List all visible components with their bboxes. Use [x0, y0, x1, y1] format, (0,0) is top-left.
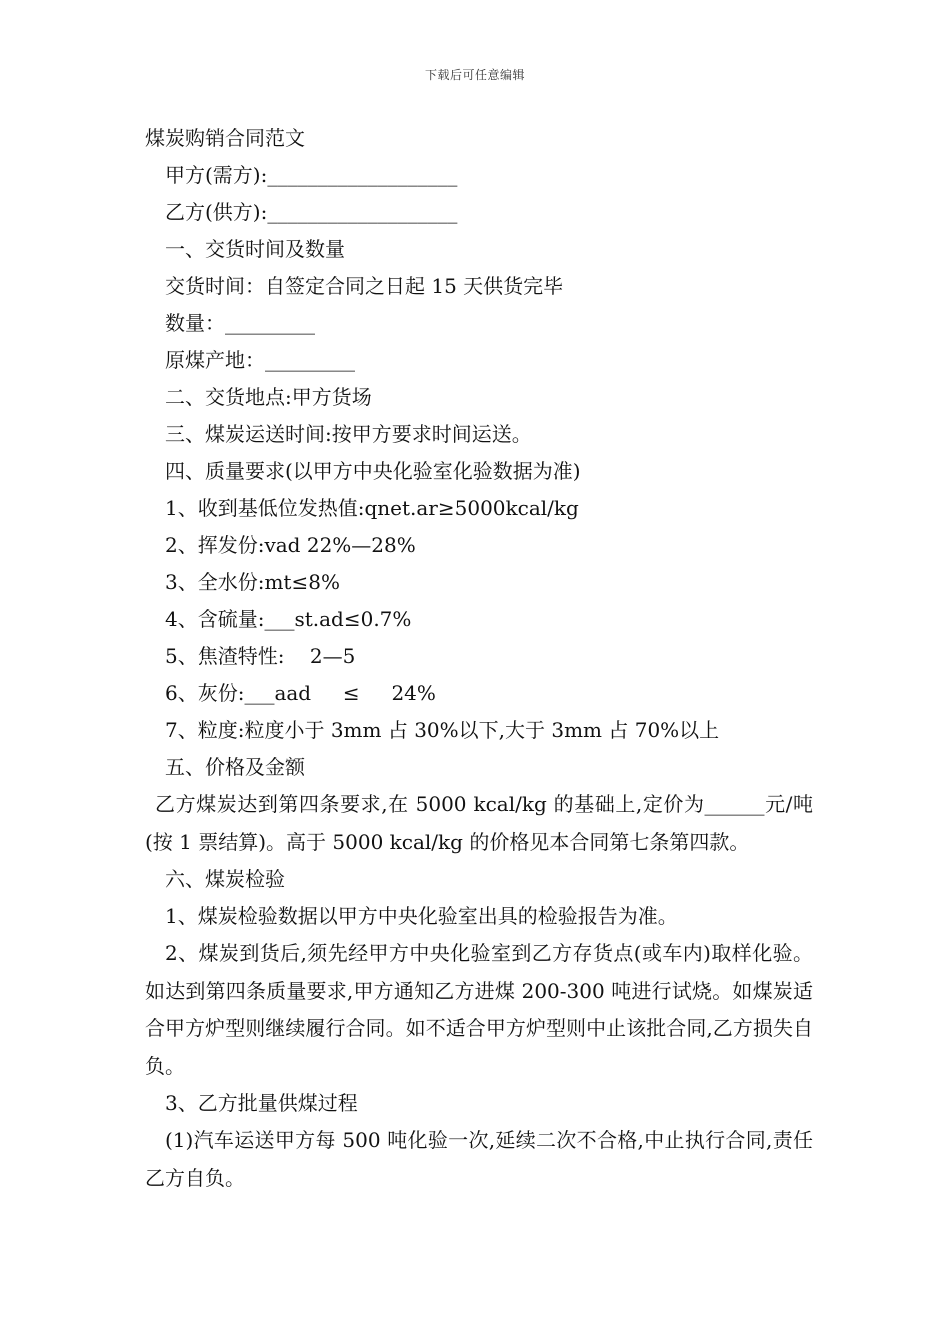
section-5-heading: 五、价格及金额 [165, 755, 305, 779]
quality-item-7: 7、粒度:粒度小于 3mm 占 30%以下,大于 3mm 占 70%以上 [165, 718, 720, 742]
inspection-item-3-heading: 3、乙方批量供煤过程 [165, 1091, 358, 1115]
quality-item-1: 1、收到基低位发热值:qnet.ar≥5000kcal/kg [165, 496, 579, 520]
section-1-heading: 一、交货时间及数量 [165, 237, 345, 261]
contract-body [145, 120, 813, 1197]
quality-item-5: 5、焦渣特性: 2—5 [165, 644, 356, 668]
section-6-heading: 六、煤炭检验 [165, 867, 285, 891]
section-2-delivery-place: 二、交货地点:甲方货场 [165, 385, 372, 409]
price-paragraph: 乙方煤炭达到第四条要求,在 5000 kcal/kg 的基础上,定价为______元/吨(按 1 票结算)。高于 5000 kcal/kg 的价格见本合同第七条第四款。 [145, 792, 813, 854]
inspection-item-1: 1、煤炭检验数据以甲方中央化验室出具的检验报告为准。 [165, 904, 678, 928]
quality-item-3: 3、全水份:mt≤8% [165, 570, 340, 594]
inspection-item-2: 2、煤炭到货后,须先经甲方中央化验室到乙方存货点(或车内)取样化验。如达到第四条质量要求,甲方通知乙方进煤 200-300 吨进行试烧。如煤炭适合甲方炉型则继续履行合同。如不适合甲方炉型则中止该批合同,乙方损失自负。 [145, 941, 813, 1078]
quality-item-2: 2、挥发份:vad 22%—28% [165, 533, 416, 557]
document-title: 煤炭购销合同范文 [145, 126, 305, 150]
page-header-note: 下载后可任意编辑 [424, 68, 525, 82]
quality-item-4: 4、含硫量:___st.ad≤0.7% [165, 607, 412, 631]
quality-item-6: 6、灰份:___aad ≤ 24% [165, 681, 436, 705]
party-b-line: 乙方(供方):___________________ [165, 200, 458, 224]
section-4-heading: 四、质量要求(以甲方中央化验室化验数据为准) [165, 459, 581, 483]
inspection-item-3-1: (1)汽车运送甲方每 500 吨化验一次,延续二次不合格,中止执行合同,责任乙方自负。 [145, 1128, 813, 1190]
origin-line: 原煤产地：_________ [165, 348, 355, 372]
party-a-line: 甲方(需方):___________________ [165, 163, 458, 187]
quantity-line: 数量：_________ [165, 311, 315, 335]
delivery-time: 交货时间：自签定合同之日起 15 天供货完毕 [165, 274, 564, 298]
section-3-transport-time: 三、煤炭运送时间:按甲方要求时间运送。 [165, 422, 532, 446]
